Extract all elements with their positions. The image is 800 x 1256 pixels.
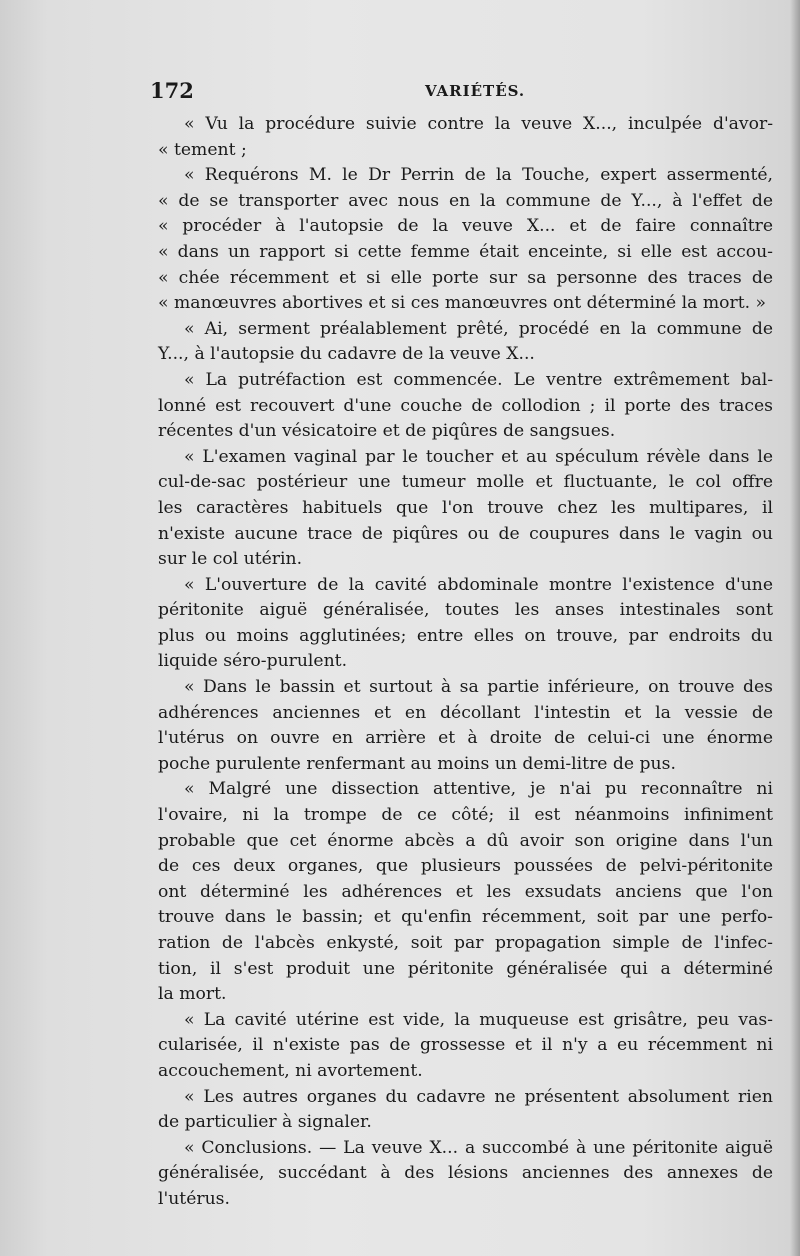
paragraph: « Requérons M. le Dr Perrin de la Touche, expert assermenté, « de se transporter avec nous en la commune de Y..., à l'effet de « procéder à l'autopsie de la veuve X... et de faire connaître « dans un rapport si cette femme était enceinte, si elle est accou- « chée récemment et si elle porte sur sa personne des traces de « manœuvres abortives et si ces manœuvres ont déterminé la mort. »: [158, 165, 773, 314]
page-number: 172: [150, 78, 194, 103]
paragraph: « Dans le bassin et surtout à sa partie inférieure, on trouve des adhérences anciennes et en décollant l'intestin et la vessie de l'utérus on ouvre en arrière et à droite de celui-ci une énorme poche purulente renfermant au moins un demi-litre de pus.: [158, 677, 773, 774]
page-body: [158, 112, 773, 1213]
paragraph: « L'examen vaginal par le toucher et au spéculum révèle dans le cul-de-sac postérieur une tumeur molle et fluctuante, le col offre les caractères habituels que l'on trouve chez les multipares, il n'existe aucune trace de piqûres ou de coupures dans le vagin ou sur le col utérin.: [158, 446, 773, 570]
paragraph: « Les autres organes du cadavre ne présentent absolument rien de particulier à signaler.: [158, 1086, 773, 1133]
paragraph: « La putréfaction est commencée. Le ventre extrêmement bal- lonné est recouvert d'une couche de collodion ; il porte des traces récentes d'un vésicatoire et de piqûres de sangsues.: [158, 369, 773, 442]
paragraph: « L'ouverture de la cavité abdominale montre l'existence d'une péritonite aiguë généralisée, toutes les anses intestinales sont plus ou moins agglutinées; entre elles on trouve, par endroits du liquide séro-purulent.: [158, 574, 773, 672]
paragraph: « Malgré une dissection attentive, je n'ai pu reconnaître ni l'ovaire, ni la trompe de ce côté; il est néanmoins infiniment probable que cet énorme abcès a dû avoir son origine dans l'un de ces deux organes, que plusieurs poussées de pelvi-péritonite ont déterminé les adhérences et les exsudats anciens que l'on trouve dans le bassin; et qu'enfin récemment, soit par une perfo- ration de l'abcès enkysté, soit par propagation simple de l'infec- tion, il s'est produit une péritonite généralisée qui a déterminé la mort.: [158, 779, 773, 1005]
paragraph: « Vu la procédure suivie contre la veuve X..., inculpée d'avor- « tement ;: [158, 114, 773, 160]
paragraph: « Conclusions. — La veuve X... a succombé à une péritonite aiguë généralisée, succédant à des lésions anciennes des annexes de l'utérus.: [158, 1137, 773, 1209]
running-title: VARIÉTÉS.: [425, 82, 526, 100]
page-header: [150, 78, 760, 106]
page-edge-shadow: [790, 0, 800, 1256]
paragraph: « La cavité utérine est vide, la muqueuse est grisâtre, peu vas- cularisée, il n'existe pas de grossesse et il n'y a eu récemment ni accouchement, ni avortement.: [158, 1009, 773, 1081]
paragraph: « Ai, serment préalablement prêté, procédé en la commune de Y..., à l'autopsie du cadavre de la veuve X...: [158, 318, 773, 365]
